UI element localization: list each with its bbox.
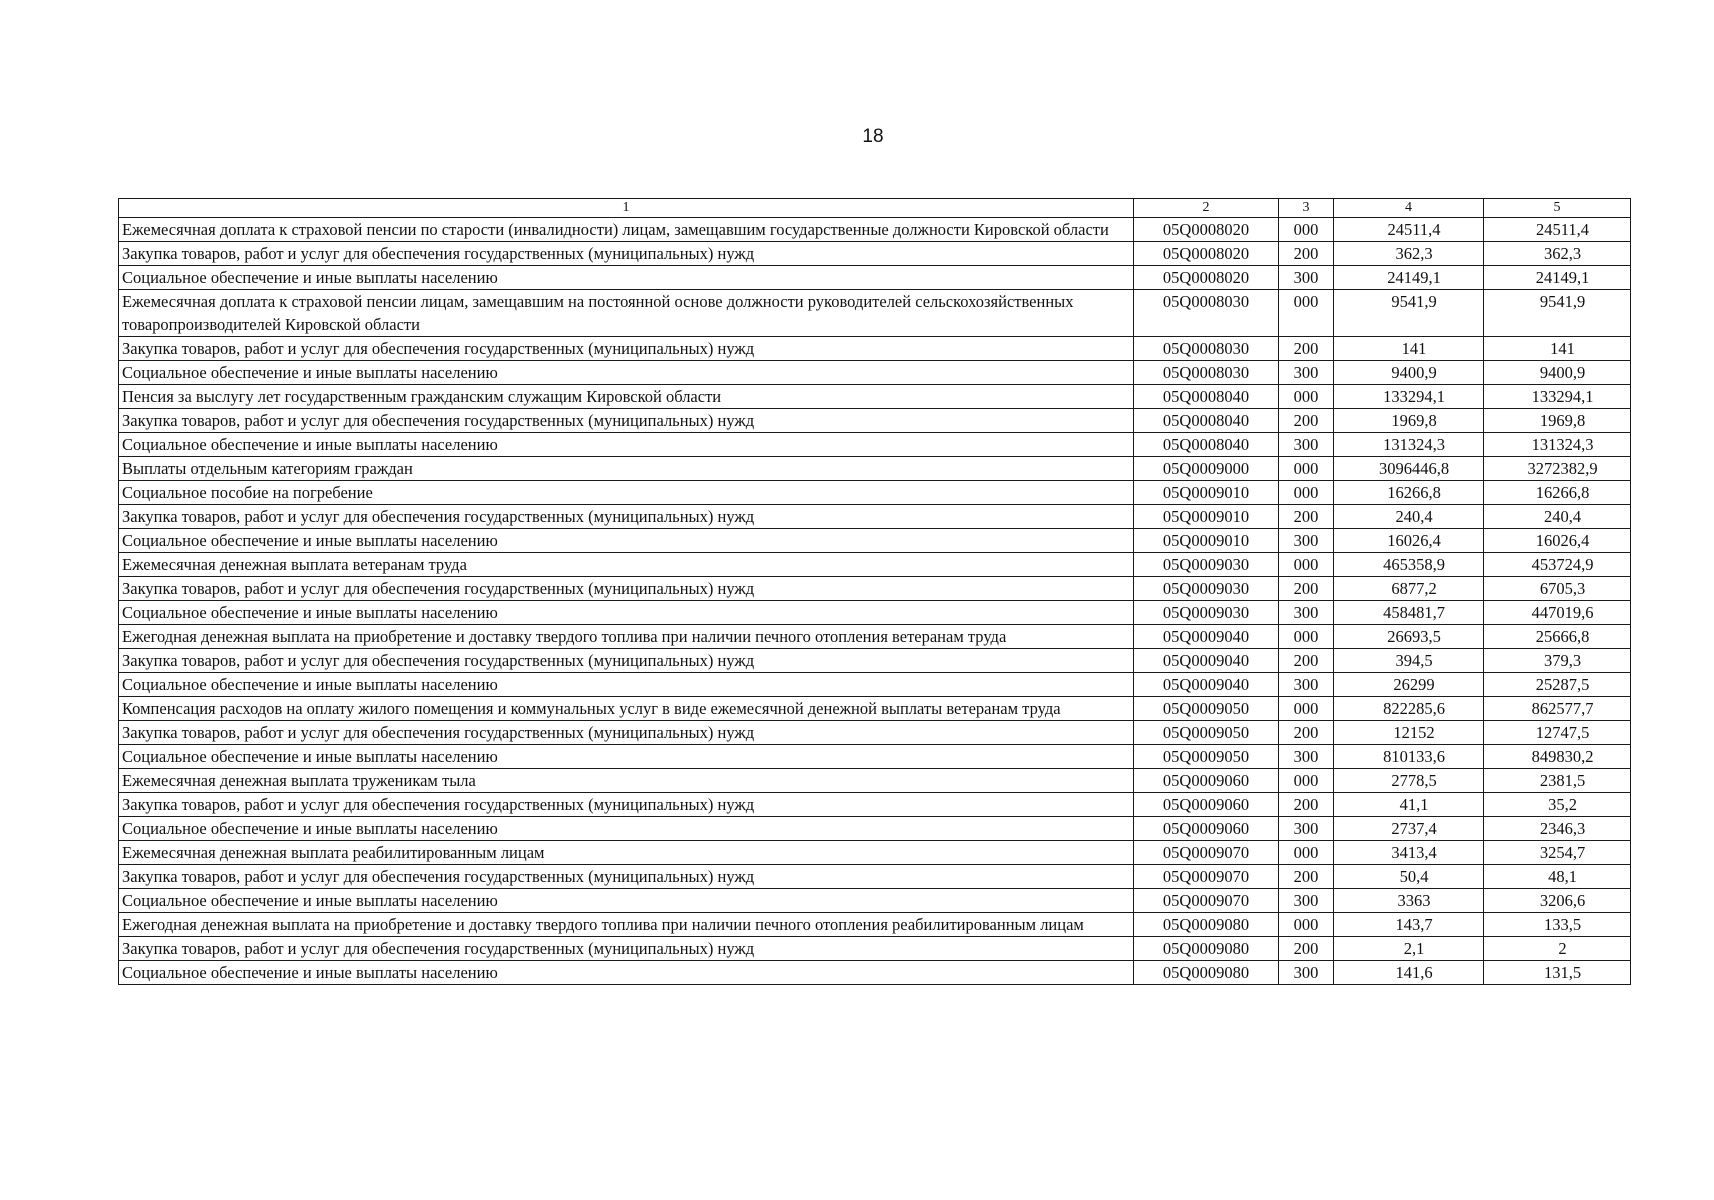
target-code-cell: 05Q0009030: [1134, 577, 1279, 601]
target-code-cell: 05Q0008040: [1134, 409, 1279, 433]
expense-name-cell: Ежегодная денежная выплата на приобретение и доставку твердого топлива при наличии печного отопления ветеранам труда: [119, 625, 1134, 649]
budget-table: [118, 198, 1631, 985]
amount-col4-cell: 9541,9: [1334, 290, 1484, 337]
amount-col4-cell: 26299: [1334, 673, 1484, 697]
expense-name-cell: Социальное обеспечение и иные выплаты населению: [119, 889, 1134, 913]
amount-col5-cell: 48,1: [1484, 865, 1631, 889]
column-header-5: 5: [1484, 199, 1631, 218]
amount-col4-cell: 50,4: [1334, 865, 1484, 889]
table-row: [119, 745, 1631, 769]
expense-type-cell: 200: [1279, 505, 1334, 529]
expense-type-cell: 200: [1279, 649, 1334, 673]
expense-name-cell: Социальное обеспечение и иные выплаты населению: [119, 817, 1134, 841]
column-header-3: 3: [1279, 199, 1334, 218]
target-code-cell: 05Q0009050: [1134, 745, 1279, 769]
expense-type-cell: 300: [1279, 601, 1334, 625]
expense-name-cell: Социальное обеспечение и иные выплаты населению: [119, 673, 1134, 697]
target-code-cell: 05Q0009070: [1134, 889, 1279, 913]
expense-type-cell: 000: [1279, 697, 1334, 721]
amount-col5-cell: 2: [1484, 937, 1631, 961]
table-row: [119, 841, 1631, 865]
column-header-1: 1: [119, 199, 1134, 218]
amount-col5-cell: 3254,7: [1484, 841, 1631, 865]
amount-col5-cell: 12747,5: [1484, 721, 1631, 745]
amount-col4-cell: 131324,3: [1334, 433, 1484, 457]
amount-col5-cell: 2346,3: [1484, 817, 1631, 841]
expense-type-cell: 000: [1279, 457, 1334, 481]
expense-name-cell: Социальное пособие на погребение: [119, 481, 1134, 505]
expense-name-cell: Выплаты отдельным категориям граждан: [119, 457, 1134, 481]
amount-col5-cell: 25287,5: [1484, 673, 1631, 697]
amount-col4-cell: 143,7: [1334, 913, 1484, 937]
expense-type-cell: 200: [1279, 337, 1334, 361]
amount-col4-cell: 26693,5: [1334, 625, 1484, 649]
amount-col5-cell: 453724,9: [1484, 553, 1631, 577]
amount-col4-cell: 24149,1: [1334, 266, 1484, 290]
amount-col4-cell: 16266,8: [1334, 481, 1484, 505]
table-row: [119, 601, 1631, 625]
table-row: [119, 361, 1631, 385]
table-row: [119, 913, 1631, 937]
expense-name-cell: Пенсия за выслугу лет государственным гражданским служащим Кировской области: [119, 385, 1134, 409]
amount-col5-cell: 447019,6: [1484, 601, 1631, 625]
table-row: [119, 481, 1631, 505]
expense-name-cell: Закупка товаров, работ и услуг для обеспечения государственных (муниципальных) нужд: [119, 242, 1134, 266]
expense-type-cell: 200: [1279, 242, 1334, 266]
amount-col5-cell: 1969,8: [1484, 409, 1631, 433]
expense-name-cell: Социальное обеспечение и иные выплаты населению: [119, 433, 1134, 457]
target-code-cell: 05Q0009040: [1134, 649, 1279, 673]
table-row: [119, 337, 1631, 361]
amount-col5-cell: 362,3: [1484, 242, 1631, 266]
target-code-cell: 05Q0009010: [1134, 529, 1279, 553]
expense-type-cell: 200: [1279, 577, 1334, 601]
target-code-cell: 05Q0009050: [1134, 697, 1279, 721]
target-code-cell: 05Q0008020: [1134, 218, 1279, 242]
amount-col5-cell: 849830,2: [1484, 745, 1631, 769]
amount-col5-cell: 24149,1: [1484, 266, 1631, 290]
amount-col5-cell: 862577,7: [1484, 697, 1631, 721]
target-code-cell: 05Q0009000: [1134, 457, 1279, 481]
target-code-cell: 05Q0008030: [1134, 337, 1279, 361]
table-row: [119, 290, 1631, 337]
expense-name-cell: Закупка товаров, работ и услуг для обеспечения государственных (муниципальных) нужд: [119, 505, 1134, 529]
table-row: [119, 625, 1631, 649]
expense-name-cell: Социальное обеспечение и иные выплаты населению: [119, 601, 1134, 625]
expense-type-cell: 200: [1279, 937, 1334, 961]
amount-col5-cell: 131324,3: [1484, 433, 1631, 457]
target-code-cell: 05Q0009030: [1134, 601, 1279, 625]
amount-col4-cell: 465358,9: [1334, 553, 1484, 577]
expense-type-cell: 000: [1279, 841, 1334, 865]
expense-type-cell: 000: [1279, 481, 1334, 505]
amount-col5-cell: 16026,4: [1484, 529, 1631, 553]
target-code-cell: 05Q0009060: [1134, 769, 1279, 793]
table-row: [119, 697, 1631, 721]
expense-name-cell: Социальное обеспечение и иные выплаты населению: [119, 745, 1134, 769]
amount-col5-cell: 9541,9: [1484, 290, 1631, 337]
target-code-cell: 05Q0009060: [1134, 817, 1279, 841]
amount-col5-cell: 3272382,9: [1484, 457, 1631, 481]
amount-col4-cell: 9400,9: [1334, 361, 1484, 385]
amount-col4-cell: 810133,6: [1334, 745, 1484, 769]
column-number-row: [119, 199, 1631, 218]
target-code-cell: 05Q0008030: [1134, 361, 1279, 385]
expense-type-cell: 200: [1279, 721, 1334, 745]
expense-name-cell: Закупка товаров, работ и услуг для обеспечения государственных (муниципальных) нужд: [119, 721, 1134, 745]
expense-name-cell: Социальное обеспечение и иные выплаты населению: [119, 361, 1134, 385]
target-code-cell: 05Q0009080: [1134, 937, 1279, 961]
expense-type-cell: 300: [1279, 529, 1334, 553]
expense-name-cell: Закупка товаров, работ и услуг для обеспечения государственных (муниципальных) нужд: [119, 409, 1134, 433]
expense-name-cell: Ежемесячная денежная выплата ветеранам труда: [119, 553, 1134, 577]
amount-col4-cell: 2737,4: [1334, 817, 1484, 841]
target-code-cell: 05Q0008030: [1134, 290, 1279, 337]
expense-name-cell: Ежегодная денежная выплата на приобретение и доставку твердого топлива при наличии печного отопления реабилитированным лицам: [119, 913, 1134, 937]
expense-type-cell: 200: [1279, 793, 1334, 817]
amount-col4-cell: 3413,4: [1334, 841, 1484, 865]
table-row: [119, 553, 1631, 577]
amount-col4-cell: 16026,4: [1334, 529, 1484, 553]
amount-col4-cell: 2778,5: [1334, 769, 1484, 793]
table-row: [119, 889, 1631, 913]
table-row: [119, 529, 1631, 553]
column-header-4: 4: [1334, 199, 1484, 218]
table-row: [119, 673, 1631, 697]
expense-name-cell: Ежемесячная доплата к страховой пенсии по старости (инвалидности) лицам, замещавшим государственные должности Кировской области: [119, 218, 1134, 242]
target-code-cell: 05Q0009010: [1134, 481, 1279, 505]
expense-type-cell: 300: [1279, 889, 1334, 913]
table-row: [119, 433, 1631, 457]
amount-col4-cell: 2,1: [1334, 937, 1484, 961]
expense-name-cell: Социальное обеспечение и иные выплаты населению: [119, 266, 1134, 290]
table-row: [119, 577, 1631, 601]
amount-col5-cell: 24511,4: [1484, 218, 1631, 242]
target-code-cell: 05Q0008020: [1134, 242, 1279, 266]
amount-col4-cell: 24511,4: [1334, 218, 1484, 242]
table-body: [119, 199, 1631, 985]
table-row: [119, 242, 1631, 266]
expense-type-cell: 300: [1279, 745, 1334, 769]
target-code-cell: 05Q0008040: [1134, 433, 1279, 457]
expense-name-cell: Закупка товаров, работ и услуг для обеспечения государственных (муниципальных) нужд: [119, 337, 1134, 361]
expense-name-cell: Ежемесячная денежная выплата труженикам тыла: [119, 769, 1134, 793]
table-row: [119, 218, 1631, 242]
target-code-cell: 05Q0009070: [1134, 841, 1279, 865]
expense-type-cell: 000: [1279, 218, 1334, 242]
target-code-cell: 05Q0009080: [1134, 961, 1279, 985]
expense-name-cell: Закупка товаров, работ и услуг для обеспечения государственных (муниципальных) нужд: [119, 793, 1134, 817]
table-row: [119, 505, 1631, 529]
target-code-cell: 05Q0009070: [1134, 865, 1279, 889]
expense-type-cell: 300: [1279, 673, 1334, 697]
amount-col5-cell: 131,5: [1484, 961, 1631, 985]
amount-col5-cell: 133,5: [1484, 913, 1631, 937]
amount-col5-cell: 141: [1484, 337, 1631, 361]
expense-type-cell: 000: [1279, 625, 1334, 649]
expense-name-cell: Ежемесячная доплата к страховой пенсии лицам, замещавшим на постоянной основе должности руководителей сельскохозяйственных товаропроизводителей Кировской области: [119, 290, 1134, 337]
amount-col5-cell: 133294,1: [1484, 385, 1631, 409]
amount-col4-cell: 12152: [1334, 721, 1484, 745]
amount-col4-cell: 141: [1334, 337, 1484, 361]
target-code-cell: 05Q0009010: [1134, 505, 1279, 529]
table-row: [119, 793, 1631, 817]
expense-type-cell: 000: [1279, 385, 1334, 409]
table-row: [119, 457, 1631, 481]
expense-type-cell: 000: [1279, 769, 1334, 793]
expense-type-cell: 300: [1279, 433, 1334, 457]
expense-type-cell: 300: [1279, 961, 1334, 985]
expense-name-cell: Закупка товаров, работ и услуг для обеспечения государственных (муниципальных) нужд: [119, 865, 1134, 889]
target-code-cell: 05Q0008040: [1134, 385, 1279, 409]
amount-col4-cell: 458481,7: [1334, 601, 1484, 625]
expense-name-cell: Социальное обеспечение и иные выплаты населению: [119, 961, 1134, 985]
target-code-cell: 05Q0009080: [1134, 913, 1279, 937]
page-number: 18: [862, 126, 884, 147]
target-code-cell: 05Q0009060: [1134, 793, 1279, 817]
table-row: [119, 769, 1631, 793]
amount-col4-cell: 362,3: [1334, 242, 1484, 266]
expense-type-cell: 300: [1279, 266, 1334, 290]
amount-col5-cell: 9400,9: [1484, 361, 1631, 385]
table-row: [119, 721, 1631, 745]
expense-name-cell: Закупка товаров, работ и услуг для обеспечения государственных (муниципальных) нужд: [119, 649, 1134, 673]
amount-col4-cell: 141,6: [1334, 961, 1484, 985]
target-code-cell: 05Q0009050: [1134, 721, 1279, 745]
target-code-cell: 05Q0009030: [1134, 553, 1279, 577]
expense-type-cell: 000: [1279, 553, 1334, 577]
amount-col5-cell: 6705,3: [1484, 577, 1631, 601]
table-row: [119, 649, 1631, 673]
expense-type-cell: 200: [1279, 409, 1334, 433]
expense-name-cell: Ежемесячная денежная выплата реабилитированным лицам: [119, 841, 1134, 865]
amount-col4-cell: 133294,1: [1334, 385, 1484, 409]
amount-col5-cell: 16266,8: [1484, 481, 1631, 505]
amount-col5-cell: 35,2: [1484, 793, 1631, 817]
expense-type-cell: 000: [1279, 913, 1334, 937]
amount-col5-cell: 240,4: [1484, 505, 1631, 529]
expense-type-cell: 200: [1279, 865, 1334, 889]
expense-type-cell: 300: [1279, 361, 1334, 385]
amount-col4-cell: 822285,6: [1334, 697, 1484, 721]
expense-name-cell: Компенсация расходов на оплату жилого помещения и коммунальных услуг в виде ежемесячной денежной выплаты ветеранам труда: [119, 697, 1134, 721]
table-row: [119, 961, 1631, 985]
expense-name-cell: Закупка товаров, работ и услуг для обеспечения государственных (муниципальных) нужд: [119, 937, 1134, 961]
amount-col4-cell: 41,1: [1334, 793, 1484, 817]
amount-col5-cell: 25666,8: [1484, 625, 1631, 649]
table-row: [119, 865, 1631, 889]
table-row: [119, 266, 1631, 290]
expense-name-cell: Закупка товаров, работ и услуг для обеспечения государственных (муниципальных) нужд: [119, 577, 1134, 601]
amount-col5-cell: 3206,6: [1484, 889, 1631, 913]
target-code-cell: 05Q0009040: [1134, 673, 1279, 697]
amount-col4-cell: 6877,2: [1334, 577, 1484, 601]
expense-type-cell: 000: [1279, 290, 1334, 337]
amount-col4-cell: 394,5: [1334, 649, 1484, 673]
target-code-cell: 05Q0009040: [1134, 625, 1279, 649]
column-header-2: 2: [1134, 199, 1279, 218]
table-row: [119, 937, 1631, 961]
target-code-cell: 05Q0008020: [1134, 266, 1279, 290]
amount-col5-cell: 379,3: [1484, 649, 1631, 673]
table-row: [119, 409, 1631, 433]
amount-col4-cell: 3096446,8: [1334, 457, 1484, 481]
amount-col4-cell: 3363: [1334, 889, 1484, 913]
amount-col4-cell: 1969,8: [1334, 409, 1484, 433]
amount-col5-cell: 2381,5: [1484, 769, 1631, 793]
table-row: [119, 385, 1631, 409]
expense-name-cell: Социальное обеспечение и иные выплаты населению: [119, 529, 1134, 553]
table-row: [119, 817, 1631, 841]
expense-type-cell: 300: [1279, 817, 1334, 841]
amount-col4-cell: 240,4: [1334, 505, 1484, 529]
